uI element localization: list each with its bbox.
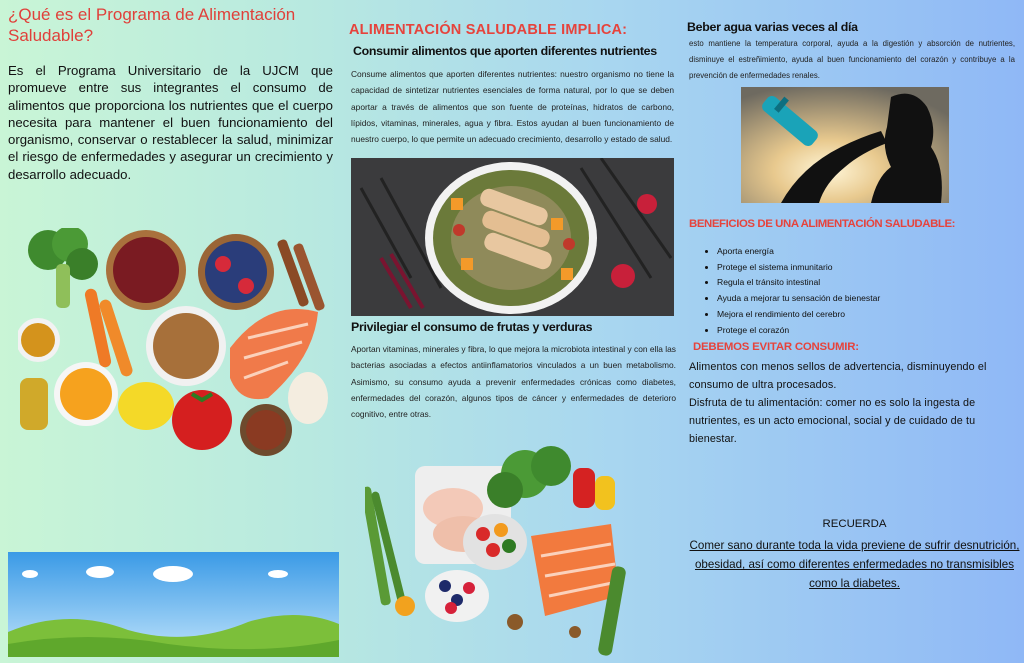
remember-text: Comer sano durante toda la vida previene de sufrir desnutrición, obesidad, así como diferentes enfermedades no transmisibles como la diabetes. [689, 539, 1020, 590]
program-title: ¿Qué es el Programa de Alimentación Saludable? [8, 5, 296, 45]
landscape-image [8, 552, 339, 657]
benefit-item: • Aporta energía [717, 244, 880, 260]
nutrients-text: Consume alimentos que aporten diferentes nutrientes: nuestro organismo no tiene la capacidad de sintetizar nutrientes esenciales de forma natural, por lo que se deben aportar a través de alimentos que son fuente de proteínas, hidratos de carbono, lípidos, vitaminas, minerales, agua y fibra. Estos ayudan al buen funcionamiento de nuestro cuerpo, lo que permite un adecuado crecimiento, desarrollo y estado de salud. [351, 69, 674, 145]
benefits-list [717, 244, 880, 338]
water-heading: Beber agua varias veces al día [687, 20, 858, 34]
nutrients-heading: Consumir alimentos que aporten diferentes nutrientes [353, 44, 657, 58]
benefit-item: • Regula el tránsito intestinal [717, 275, 880, 291]
food-collage-image [18, 228, 330, 460]
avoid-heading: DEBEMOS EVITAR CONSUMIR: [693, 341, 859, 353]
panel-right [685, 0, 1024, 663]
avoid-section [689, 358, 1007, 448]
fruits-vegetables-heading: Privilegiar el consumo de frutas y verduras [351, 320, 593, 334]
water-text: esto mantiene la temperatura corporal, ayuda a la digestión y absorción de nutrientes, disminuye el estreñimiento, ayuda al buen funcionamiento del corazón y contribuye a la prevención de enfermedades renales. [689, 39, 1015, 80]
benefit-item: • Ayuda a mejorar tu sensación de bienestar [717, 291, 880, 307]
remember-heading: RECUERDA [822, 518, 887, 530]
section-title: ALIMENTACIÓN SALUDABLE IMPLICA: [349, 22, 628, 38]
enjoy-text: Disfruta de tu alimentación: comer no es solo la ingesta de nutrientes, es un acto emocional, social y de cuidado de tu bienestar. [689, 397, 976, 445]
benefit-item: • Mejora el rendimiento del cerebro [717, 307, 880, 323]
panel-middle [345, 0, 680, 663]
benefit-item: • Protege el corazón [717, 323, 880, 339]
benefits-heading: BENEFICIOS DE UNA ALIMENTACIÓN SALUDABLE: [689, 218, 956, 230]
healthy-food-image [365, 446, 665, 658]
drinking-water-image [741, 87, 949, 203]
program-description: Es el Programa Universitario de la UJCM que promueve entre sus integrantes el consumo de alimentos que proporciona los nutrientes que el cuerpo necesita para mantener el buen funcionamiento del organismo, conservar o restablecer la salud, minimizar el riesgo de enfermedades y asegurar un crecimiento y desarrollo adecuado. [8, 63, 333, 182]
benefit-item: • Protege el sistema inmunitario [717, 260, 880, 276]
panel-left [0, 0, 340, 663]
salad-bowl-image [351, 158, 674, 316]
fruits-vegetables-text: Aportan vitaminas, minerales y fibra, lo que mejora la microbiota intestinal y con ella las bacterias asociadas a efectos antiinflamatorios vinculados a un buen metabolismo. Asimismo, su consumo ayuda a prevenir enfermedades crónicas como diabetes, enfermedades del corazón, algunos tipos de cáncer y enfermedades de deterioro cognitivo, entre otras. [351, 344, 676, 420]
avoid-text: Alimentos con menos sellos de advertencia, disminuyendo el consumo de ultra procesados. [689, 361, 987, 391]
